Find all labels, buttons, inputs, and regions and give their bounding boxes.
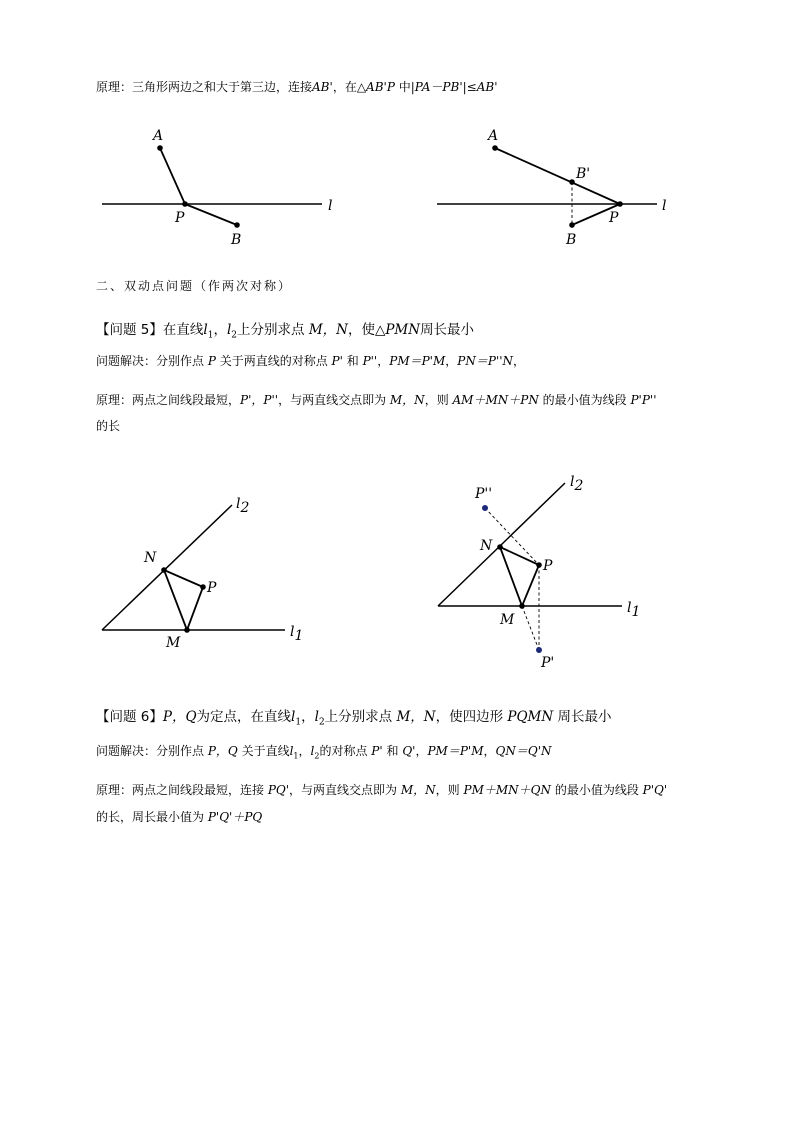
problem-5: 【问题 5】在直线$l_1$，$l_2$上分别求点 M，N，使△PMN周长最小 (96, 322, 475, 341)
segment-PM (187, 587, 203, 630)
label-l2: l2 (236, 496, 250, 516)
label-l-2: l (662, 198, 667, 214)
section-heading: 二、双动点问题（作两次对称） (96, 279, 293, 293)
problem-6: 【问题 6】P，Q为定点，在直线$l_1$，$l_2$上分别求点 M，N，使四边形 PQMN 周长最小 (96, 709, 612, 728)
principle-5: 原理：两点之间线段最短，P'，P''，与两直线交点即为 M，N，则 AM＋MN＋PN 的最小值为线段 P'P'' (96, 393, 657, 407)
label-P-3: P (207, 580, 217, 596)
label-l1: l1 (290, 624, 304, 644)
point-P-prime (536, 647, 542, 653)
label-P: P (175, 210, 185, 226)
label-M-2: M (500, 612, 515, 628)
label-A-2: A (488, 128, 499, 144)
principle-triangle-inequality: 原理：三角形两边之和大于第三边，连接AB'，在△AB'P 中|PA－PB'|≤AB' (96, 80, 498, 94)
point-N (161, 567, 167, 573)
label-P-prime: P' (541, 655, 555, 671)
label-B-2: B (566, 232, 577, 248)
point-P-double-prime (482, 505, 488, 511)
label-M: M (166, 635, 181, 651)
label-l2-2: l2 (570, 474, 584, 494)
solution-6: 问题解决：分别作点 P，Q 关于直线$l_1$，$l_2$的对称点 P' 和 Q'，PM＝P'M，QN＝Q'N (96, 744, 552, 761)
label-l: l (328, 198, 333, 214)
point-M (184, 627, 190, 633)
principle-5-line2: 的长 (96, 419, 121, 433)
point-P-4 (536, 562, 542, 568)
label-l1-2: l1 (627, 600, 641, 620)
line-l2 (102, 505, 232, 630)
label-N-2: N (480, 538, 493, 554)
point-N-2 (497, 544, 503, 550)
label-B: B (231, 232, 242, 248)
label-N: N (144, 550, 157, 566)
dashed-M-P-prime (522, 606, 539, 650)
label-P-4: P (543, 558, 553, 574)
point-M-2 (519, 603, 525, 609)
line-l2-2 (438, 483, 565, 606)
label-B-prime: B' (576, 166, 591, 182)
segment-PM-2 (522, 565, 539, 606)
solution-5: 问题解决：分别作点 P 关于两直线的对称点 P' 和 P''，PM＝P'M，PN＝P''N， (96, 354, 526, 368)
label-P-double-prime: P'' (475, 486, 493, 502)
label-P-2: P (609, 210, 619, 226)
principle-6: 原理：两点之间线段最短，连接 PQ'，与两直线交点即为 M，N，则 PM＋MN＋QN 的最小值为线段 P'Q' (96, 783, 668, 797)
principle-6-line2: 的长，周长最小值为 P'Q'＋PQ (96, 810, 263, 824)
label-A: A (153, 128, 164, 144)
point-P-3 (200, 584, 206, 590)
